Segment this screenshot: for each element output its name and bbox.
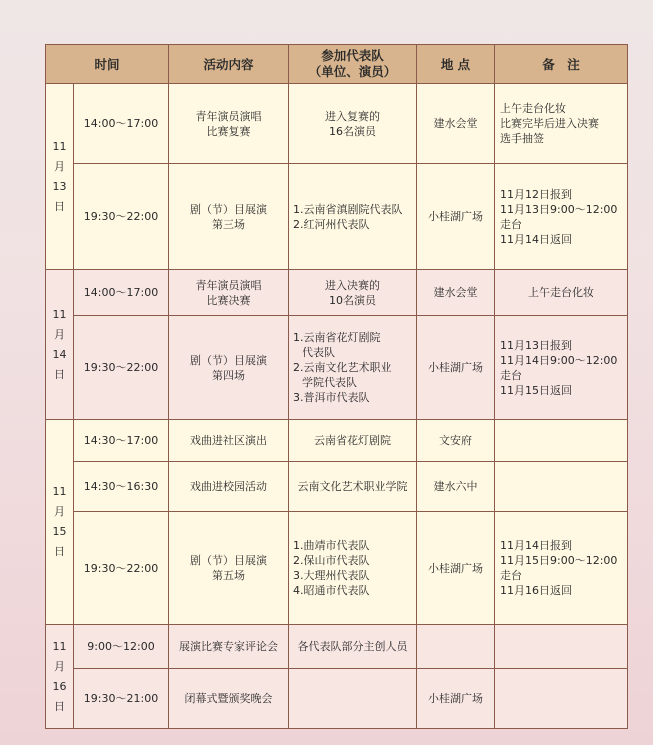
- time-cell: 9:00～12:00: [74, 625, 169, 669]
- activity-cell: [169, 270, 289, 316]
- note-line: 11月14日报到: [500, 539, 573, 552]
- activity-cell: [169, 420, 289, 462]
- date-cell: [46, 84, 74, 270]
- date-part: 11: [52, 639, 67, 653]
- activity-line: 剧（节）目展演: [190, 353, 268, 367]
- team-cell: [289, 270, 417, 316]
- note-line: 走台: [500, 217, 523, 231]
- activity-line: 剧（节）目展演: [190, 554, 268, 567]
- note-cell: [495, 316, 628, 420]
- note-cell: [495, 669, 628, 729]
- date-part: 日: [54, 699, 65, 713]
- activity-line: 第三场: [212, 217, 246, 231]
- note-line: 上午走台化妆: [500, 102, 567, 115]
- place-cell: 小桂湖广场: [417, 316, 495, 420]
- place-cell: 小桂湖广场: [417, 512, 495, 625]
- place-cell: 建水六中: [417, 462, 495, 512]
- date-part: 15: [52, 525, 67, 538]
- team-line: 2.云南文化艺术职业: [293, 361, 392, 374]
- schedule-table-wrapper: [45, 44, 627, 729]
- date-cell: [46, 420, 74, 625]
- date-part: 11: [52, 485, 67, 498]
- team-line: 进入复赛的: [325, 109, 381, 123]
- note-line: 走台: [500, 569, 523, 582]
- note-cell: [495, 84, 628, 164]
- header-time: 时间: [46, 45, 169, 84]
- note-cell: [495, 270, 628, 316]
- note-line: 11月16日返回: [500, 584, 573, 597]
- date-cell: [46, 270, 74, 420]
- header-team-line2: （单位、演员）: [308, 64, 397, 79]
- activity-line: 展演比赛专家评论会: [179, 640, 279, 653]
- place-cell: 文安府: [417, 420, 495, 462]
- team-line: 4.昭通市代表队: [293, 584, 370, 597]
- team-cell: [289, 512, 417, 625]
- team-cell: [289, 625, 417, 669]
- activity-line: 比赛决赛: [206, 293, 251, 307]
- activity-cell: [169, 625, 289, 669]
- table-row: [46, 669, 628, 729]
- date-part: 月: [54, 505, 65, 518]
- team-cell: [289, 420, 417, 462]
- note-line: 11月13日报到: [500, 338, 573, 352]
- team-line: 代表队: [302, 346, 336, 359]
- note-line: 11月12日报到: [500, 187, 573, 201]
- team-line: 3.大理州代表队: [293, 569, 370, 582]
- activity-line: 第四场: [212, 368, 246, 382]
- table-row: [46, 84, 628, 164]
- table-row: [46, 420, 628, 462]
- activity-line: 闭幕式暨颁奖晚会: [184, 692, 273, 705]
- team-cell: [289, 669, 417, 729]
- note-line: 11月14日9:00～12:00: [500, 353, 618, 367]
- header-note: 备 注: [495, 45, 628, 84]
- place-cell: 小桂湖广场: [417, 669, 495, 729]
- header-place: 地 点: [417, 45, 495, 84]
- place-cell: 建水会堂: [417, 84, 495, 164]
- header-activity: 活动内容: [169, 45, 289, 84]
- date-part: 16: [52, 679, 67, 693]
- note-line: 选手抽签: [500, 132, 545, 145]
- date-part: 月: [54, 327, 65, 341]
- time-cell: 19:30～22:00: [74, 164, 169, 270]
- team-line: 1.云南省花灯剧院: [293, 331, 381, 344]
- date-part: 11: [52, 307, 67, 321]
- activity-cell: [169, 669, 289, 729]
- team-cell: [289, 164, 417, 270]
- header-team-line1: 参加代表队: [321, 48, 384, 63]
- date-part: 月: [54, 659, 65, 673]
- team-cell: [289, 462, 417, 512]
- header-row: [46, 45, 628, 84]
- activity-cell: [169, 84, 289, 164]
- table-row: [46, 512, 628, 625]
- time-cell: 14:00～17:00: [74, 84, 169, 164]
- team-line: 进入决赛的: [325, 278, 381, 292]
- team-line: 2.保山市代表队: [293, 554, 370, 567]
- note-cell: [495, 462, 628, 512]
- activity-line: 剧（节）目展演: [190, 202, 268, 216]
- team-line: 16名演员: [329, 124, 377, 138]
- place-cell: [417, 625, 495, 669]
- place-cell: 建水会堂: [417, 270, 495, 316]
- note-line: 11月14日返回: [500, 232, 573, 246]
- team-line: 云南文化艺术职业学院: [297, 480, 408, 493]
- table-row: [46, 316, 628, 420]
- date-part: 日: [54, 367, 65, 381]
- place-cell: 小桂湖广场: [417, 164, 495, 270]
- team-line: 云南省花灯剧院: [314, 434, 392, 447]
- note-cell: [495, 512, 628, 625]
- team-line: 3.普洱市代表队: [293, 391, 370, 404]
- header-team: [289, 45, 417, 84]
- note-cell: [495, 420, 628, 462]
- date-part: 日: [54, 199, 65, 213]
- time-cell: 14:30～16:30: [74, 462, 169, 512]
- activity-cell: [169, 164, 289, 270]
- table-row: [46, 462, 628, 512]
- time-cell: 19:30～22:00: [74, 316, 169, 420]
- team-line: 各代表队部分主创人员: [297, 640, 408, 653]
- activity-line: 戏曲进校园活动: [190, 480, 268, 493]
- time-cell: 14:00～17:00: [74, 270, 169, 316]
- activity-line: 第五场: [212, 569, 246, 582]
- date-part: 11: [52, 139, 67, 153]
- team-line: 10名演员: [329, 293, 377, 307]
- date-part: 14: [52, 347, 67, 361]
- time-cell: 19:30～22:00: [74, 512, 169, 625]
- note-line: 比赛完毕后进入决赛: [500, 117, 600, 130]
- note-line: 上午走台化妆: [528, 286, 595, 299]
- date-part: 日: [54, 545, 65, 558]
- activity-line: 戏曲进社区演出: [190, 434, 268, 447]
- date-part: 月: [54, 159, 65, 173]
- activity-line: 比赛复赛: [206, 124, 251, 138]
- table-row: [46, 164, 628, 270]
- time-cell: 14:30～17:00: [74, 420, 169, 462]
- note-line: 11月13日9:00～12:00: [500, 202, 618, 216]
- team-line: 1.曲靖市代表队: [293, 539, 370, 552]
- note-line: 11月15日9:00～12:00: [500, 554, 618, 567]
- activity-cell: [169, 462, 289, 512]
- team-cell: [289, 316, 417, 420]
- team-line: 2.红河州代表队: [293, 217, 370, 231]
- date-cell: [46, 625, 74, 729]
- team-line: 学院代表队: [302, 376, 358, 389]
- time-cell: 19:30～21:00: [74, 669, 169, 729]
- team-line: 1.云南省滇剧院代表队: [293, 202, 403, 216]
- table-row: [46, 625, 628, 669]
- activity-line: 青年演员演唱: [195, 278, 262, 292]
- activity-cell: [169, 512, 289, 625]
- schedule-table: [45, 44, 628, 729]
- note-cell: [495, 625, 628, 669]
- note-line: 走台: [500, 368, 523, 382]
- activity-line: 青年演员演唱: [195, 109, 262, 123]
- note-cell: [495, 164, 628, 270]
- date-part: 13: [52, 179, 67, 193]
- table-row: [46, 270, 628, 316]
- activity-cell: [169, 316, 289, 420]
- note-line: 11月15日返回: [500, 383, 573, 397]
- team-cell: [289, 84, 417, 164]
